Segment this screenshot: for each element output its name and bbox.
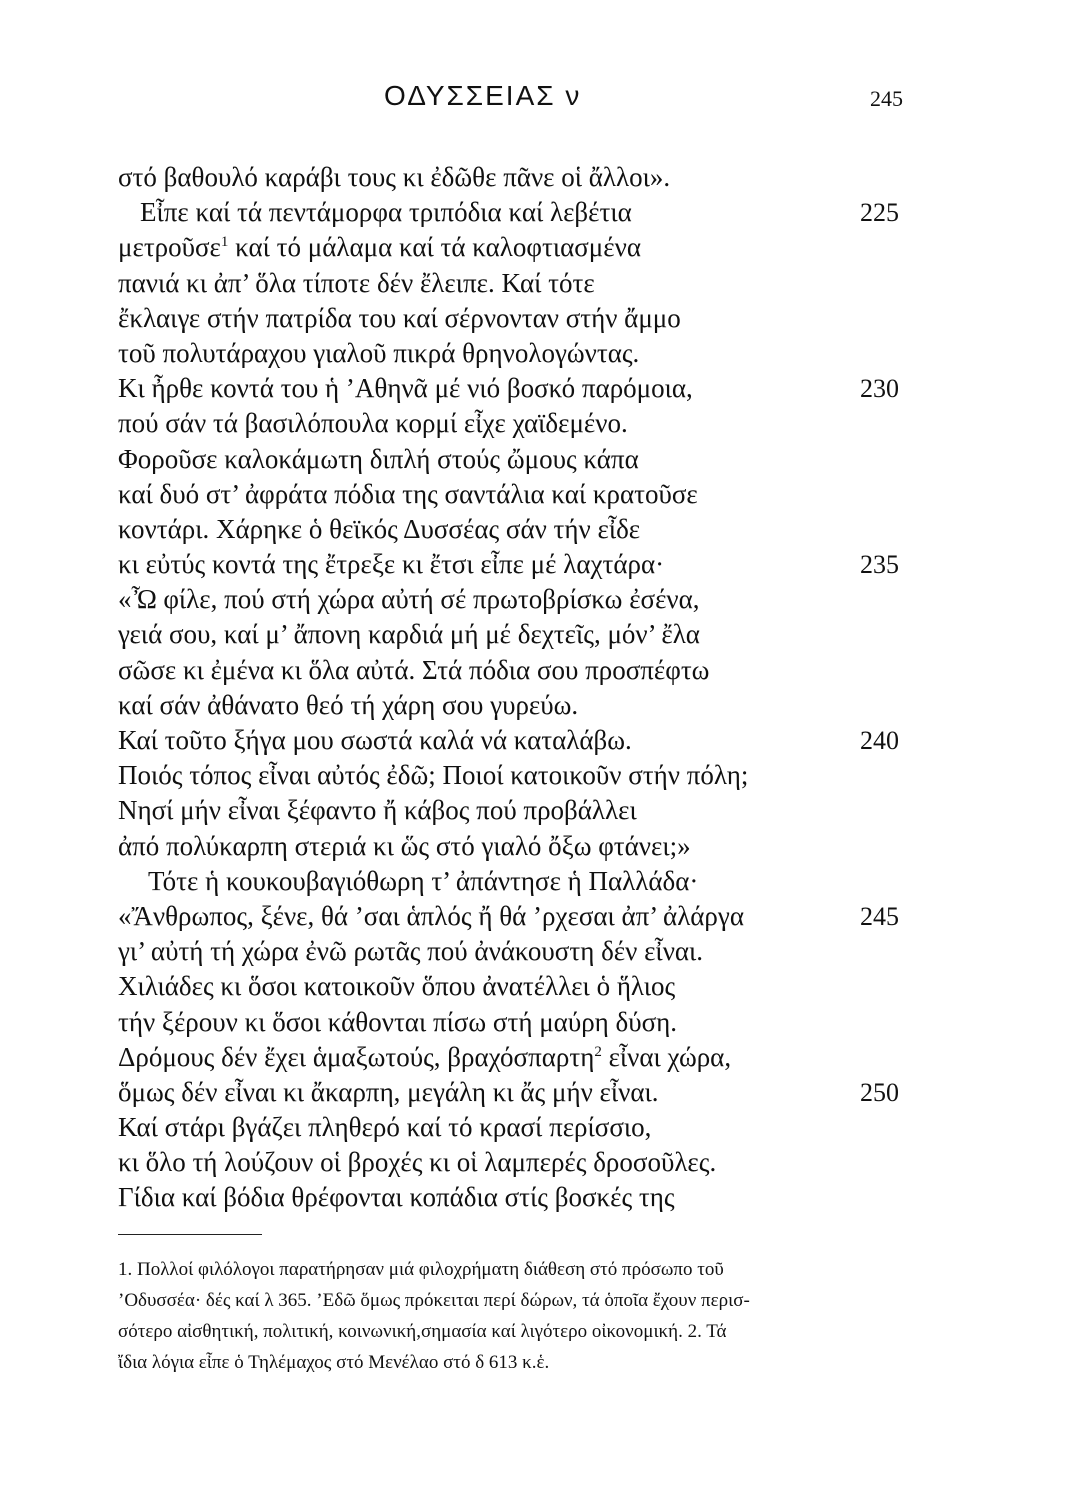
verse-text: Κι ἦρθε κοντά του ἡ ’Αθηνᾶ μέ νιό βοσκό παρόμοια, bbox=[118, 373, 693, 404]
verse-text: τοῦ πολυτάραχου γιαλοῦ πικρά θρηνολογώντας. bbox=[118, 337, 640, 368]
verse-line bbox=[118, 1005, 918, 1040]
verse-line bbox=[118, 301, 918, 336]
footnote-line: σότερο αἰσθητική, πολιτική, κοινωνική,σημασία καί λιγότερο οἰκονομική. 2. Τά bbox=[118, 1321, 727, 1342]
verse-text: ἀπό πολύκαρπη στεριά κι ὥς στό γιαλό ὄξω φτάνει;» bbox=[118, 830, 691, 861]
verse-line bbox=[118, 934, 918, 969]
verse-text: κι εὐτύς κοντά της ἔτρεξε κι ἔτσι εἶπε μέ λαχτάρα· bbox=[118, 549, 665, 580]
verse-text: Δρόμους δέν ἔχει ἁμαξωτούς, βραχόσπαρτη$^2$ εἶναι χώρα, bbox=[118, 1041, 732, 1072]
running-head bbox=[0, 80, 1085, 120]
verse-text: κι ὅλο τή λούζουν οἱ βροχές κι οἱ λαμπερές δροσοῦλες. bbox=[118, 1147, 717, 1178]
footnote-line: 1. Πολλοί φιλόλογοι παρατήρησαν μιά φιλοχρήματη διάθεση στό πρόσωπο τοῦ bbox=[118, 1259, 724, 1280]
verse-line bbox=[118, 512, 918, 547]
verse-line bbox=[118, 582, 918, 617]
verse-line bbox=[118, 336, 918, 371]
verse-text: στό βαθουλό καράβι τους κι ἐδῶθε πᾶνε οἱ ἄλλοι». bbox=[118, 162, 671, 192]
footnote-line: ’Οδυσσέα· δές καί λ 365. ’Εδῶ ὅμως πρόκειται περί δώρων, τά ὁποῖα ἔχουν περισ- bbox=[118, 1290, 750, 1311]
verse-line bbox=[118, 723, 918, 758]
verse-line bbox=[118, 793, 918, 828]
verse-text: γι’ αὐτή τή χώρα ἐνῶ ρωτᾶς πού ἀνάκουστη δέν εἶναι. bbox=[118, 936, 704, 967]
footnote-line: ἴδια λόγια εἶπε ὁ Τηλέμαχος στό Μενέλαο στό δ 613 κ.ἑ. bbox=[118, 1352, 550, 1373]
verse-text: σῶσε κι ἐμένα κι ὅλα αὐτά. Στά πόδια σου προσπέφτω bbox=[118, 654, 710, 685]
verse-text: ὅμως δέν εἶναι κι ἄκαρπη, μεγάλη κι ἄς μήν εἶναι. bbox=[118, 1076, 659, 1107]
verse-line bbox=[118, 266, 918, 301]
verse-text: Φοροῦσε καλοκάμωτη διπλή στούς ὤμους κάπα bbox=[118, 443, 639, 474]
verse-line bbox=[118, 1110, 918, 1145]
verse-text: Καί στάρι βγάζει πληθερό καί τό κρασί περίσσιο, bbox=[118, 1112, 652, 1143]
line-number: 225 bbox=[860, 198, 899, 228]
verse-line bbox=[118, 442, 918, 477]
verse-text: Τότε ἡ κουκουβαγιόθωρη τ’ ἀπάντησε ἡ Παλλάδα· bbox=[148, 865, 699, 896]
verse-line bbox=[118, 899, 918, 934]
line-number: 230 bbox=[860, 374, 899, 404]
verse-line bbox=[118, 1040, 918, 1075]
verse-line bbox=[118, 477, 918, 512]
verse-text: Εἶπε καί τά πεντάμορφα τριπόδια καί λεβέτια bbox=[140, 197, 632, 228]
verse-text: κοντάρι. Χάρηκε ὁ θεϊκός Δυσσέας σάν τήν εἶδε bbox=[118, 513, 641, 544]
verse-text: Ποιός τόπος εἶναι αὐτός ἐδῶ; Ποιοί κατοικοῦν στήν πόλη; bbox=[118, 760, 749, 791]
verse-text: Γίδια καί βόδια θρέφονται κοπάδια στίς βοσκές της bbox=[118, 1182, 675, 1213]
verse-text: ἔκλαιγε στήν πατρίδα του καί σέρνονταν στήν ἄμμο bbox=[118, 302, 681, 333]
running-title: ΟΔΥΣΣΕΙΑΣ ν bbox=[384, 80, 582, 111]
verse-line bbox=[118, 1145, 918, 1180]
verse-line bbox=[118, 617, 918, 652]
page-number: 245 bbox=[870, 86, 903, 111]
verse-line bbox=[118, 688, 918, 723]
verse-text: «Ὦ φίλε, πού στή χώρα αὐτή σέ πρωτοβρίσκω ἐσένα, bbox=[118, 584, 700, 615]
line-number: 240 bbox=[860, 726, 899, 755]
footnotes bbox=[118, 1254, 918, 1378]
verse-text: Καί τοῦτο ξήγα μου σωστά καλά νά καταλάβω. bbox=[118, 725, 632, 755]
verse-text: «Ἄνθρωπος, ξένε, θά ’σαι ἁπλός ἤ θά ’ρχεσαι ἀπ’ ἀλάργα bbox=[118, 900, 744, 931]
line-number: 235 bbox=[860, 550, 899, 580]
verse-text: πανιά κι ἀπ’ ὅλα τίποτε δέν ἔλειπε. Καί τότε bbox=[118, 267, 595, 298]
verse-line bbox=[118, 969, 918, 1004]
verse-line bbox=[118, 653, 918, 688]
line-number: 250 bbox=[860, 1077, 899, 1107]
poem-text bbox=[118, 160, 918, 1216]
verse-text: πού σάν τά βασιλόπουλα κορμί εἶχε χαϊδεμένο. bbox=[118, 408, 628, 439]
verse-line bbox=[118, 1075, 918, 1110]
verse-line bbox=[118, 406, 918, 441]
footnote-rule bbox=[118, 1234, 262, 1235]
verse-text: Νησί μήν εἶναι ξέφαντο ἤ κάβος πού προβάλλει bbox=[118, 795, 637, 826]
verse-line bbox=[118, 1180, 918, 1215]
verse-line bbox=[118, 864, 918, 899]
verse-line bbox=[118, 371, 918, 406]
verse-line bbox=[118, 195, 918, 230]
verse-text: καί σάν ἀθάνατο θεό τή χάρη σου γυρεύω. bbox=[118, 689, 579, 720]
verse-line bbox=[118, 758, 918, 793]
verse-text: γειά σου, καί μ’ ἄπονη καρδιά μή μέ δεχτεῖς, μόν’ ἔλα bbox=[118, 619, 700, 650]
verse-text: καί δυό στ’ ἀφράτα πόδια της σαντάλια καί κρατοῦσε bbox=[118, 478, 698, 509]
verse-line bbox=[118, 230, 918, 265]
verse-text: μετροῦσε$^1$ καί τό μάλαμα καί τά καλοφτιασμένα bbox=[118, 232, 641, 263]
verse-line bbox=[118, 160, 918, 195]
verse-line bbox=[118, 829, 918, 864]
verse-text: Χιλιάδες κι ὅσοι κατοικοῦν ὅπου ἀνατέλλει ὁ ἥλιος bbox=[118, 971, 676, 1002]
verse-line bbox=[118, 547, 918, 582]
line-number: 245 bbox=[860, 901, 899, 931]
verse-text: τήν ξέρουν κι ὅσοι κάθονται πίσω στή μαύρη δύση. bbox=[118, 1006, 678, 1037]
